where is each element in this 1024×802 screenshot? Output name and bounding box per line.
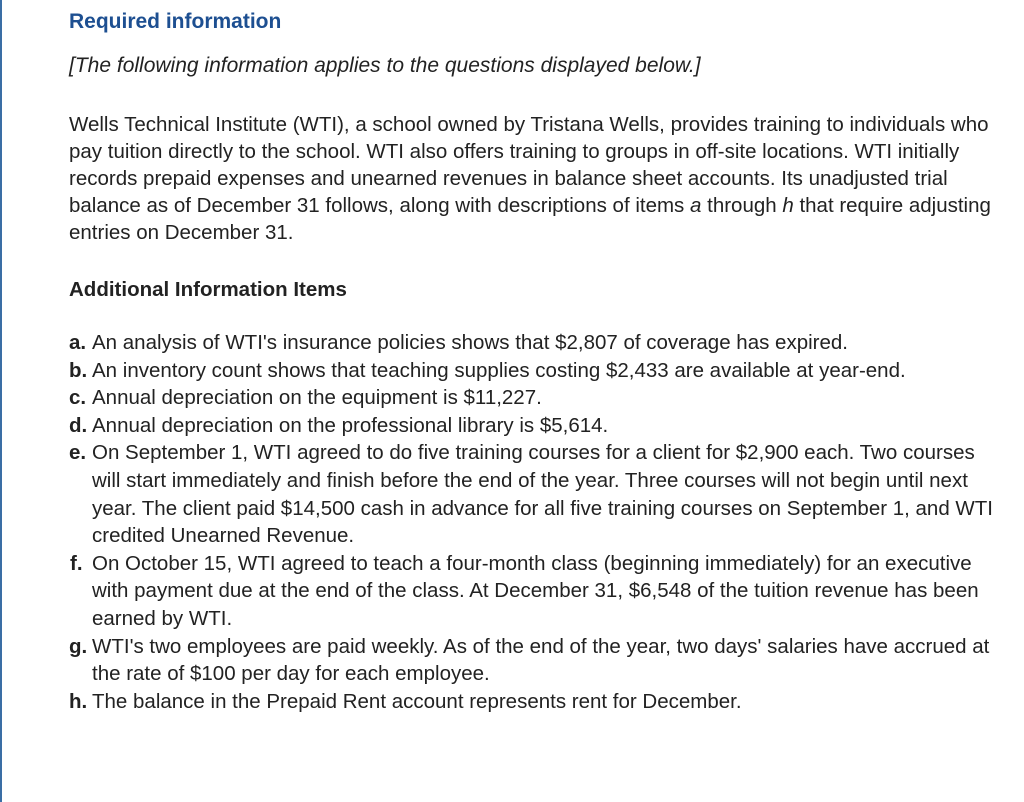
intro-italic-h: h [782, 194, 794, 217]
item-marker: d. [69, 413, 88, 437]
item-marker: a. [69, 331, 87, 354]
list-item-d [69, 412, 999, 440]
item-text: An inventory count shows that teaching supplies costing $2,433 are available at year-end. [92, 358, 906, 382]
intro-italic-a: a [690, 194, 702, 217]
required-information-panel [69, 8, 999, 715]
additional-information-heading: Additional Information Items [69, 278, 347, 301]
item-text: On October 15, WTI agreed to teach a four-month class (beginning immediately) for an executive with payment due at the end of the class. At December 31, $6,548 of the tuition revenue has been earned by WTI. [92, 551, 979, 630]
additional-information-list [69, 329, 999, 715]
left-border-rule [0, 0, 2, 802]
list-item-g [69, 633, 999, 688]
intro-text-1: Wells Technical Institute (WTI), a school owned by Tristana Wells, provides training to individuals who pay tuition directly to the school. WTI also offers training to groups in off-site locations. WTI initially records prepaid expenses and unearned revenues in balance sheet accounts. Its unadjusted trial balance as of December 31 follows, along with descriptions of items [69, 113, 989, 217]
required-information-title: Required information [69, 10, 282, 33]
list-item-h [69, 688, 999, 716]
item-marker: g. [69, 634, 88, 658]
list-item-c [69, 384, 999, 412]
item-text: An analysis of WTI's insurance policies shows that $2,807 of coverage has expired. [92, 331, 848, 354]
applies-note: [The following information applies to the questions displayed below.] [69, 54, 701, 77]
list-item-e [69, 439, 999, 549]
item-marker: h. [69, 689, 88, 713]
item-text: The balance in the Prepaid Rent account represents rent for December. [92, 689, 742, 713]
intro-text-2: through [701, 194, 783, 217]
intro-text-3: that require adjusting entries on December 31. [69, 194, 991, 244]
item-marker: c. [69, 386, 87, 410]
list-item-f [69, 550, 999, 633]
item-marker: f. [70, 551, 83, 575]
item-marker: b. [69, 358, 88, 382]
item-text: Annual depreciation on the equipment is $11,227. [92, 386, 542, 410]
item-text: WTI's two employees are paid weekly. As of the end of the year, two days' salaries have accrued at the rate of $100 per day for each employee. [92, 634, 990, 686]
item-marker: e. [69, 441, 87, 465]
item-text: Annual depreciation on the professional library is $5,614. [92, 413, 609, 437]
list-item-a [69, 329, 999, 357]
list-item-b [69, 357, 999, 385]
intro-paragraph [69, 111, 999, 246]
item-text: On September 1, WTI agreed to do five training courses for a client for $2,900 each. Two courses will start immediately and finish before the end of the year. Three courses will not begin until next year. The client paid $14,500 cash in advance for all five training courses on September 1, and WTI credited Unearned Revenue. [92, 441, 993, 548]
